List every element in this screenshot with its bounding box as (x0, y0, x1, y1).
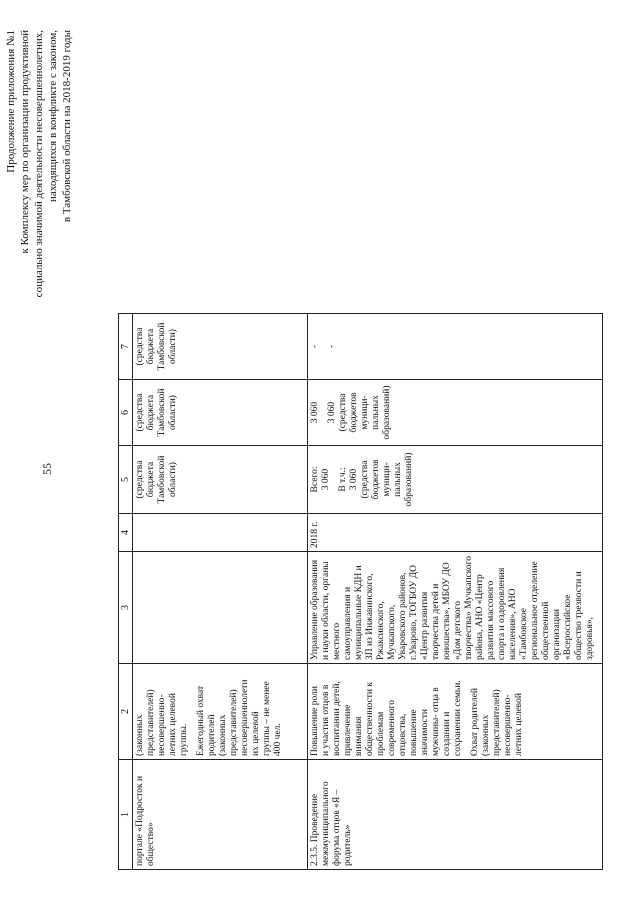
expected-result-cell (133, 664, 308, 760)
deadline-cell (308, 514, 603, 552)
measure-name-cell (308, 760, 603, 870)
funding-total-text: Всего: 3 060 (310, 466, 331, 493)
measure-name-cell (133, 760, 308, 870)
expected-result-cell (308, 664, 603, 760)
header-line-5: в Тамбовской области на 2018-2019 годы (61, 30, 73, 223)
header-line-3: социально значимой деятельности несовершеннолетних, (33, 30, 45, 298)
funding-2019-text: - (310, 344, 320, 349)
column-number-row (119, 314, 133, 870)
appendix-header (4, 30, 74, 500)
funding-2019-cell (133, 314, 308, 380)
funding-2018-cell (308, 380, 603, 446)
column-number: 2 (119, 664, 133, 760)
funding-2019-cell (308, 314, 603, 380)
expected-result-text: (законных представителей) несовершенно- летних целевой группы. (135, 689, 189, 756)
executors-cell (308, 552, 603, 664)
funding-total-text: (средства бюджета Тамбовской области) (135, 455, 178, 504)
funding-total-breakdown: В т.ч.: 3 060 (средства бюджетов муници- пальных образований) (338, 452, 414, 507)
column-number: 7 (119, 314, 133, 380)
header-line-4: находящихся в конфликте с законом, (47, 30, 59, 202)
funding-2018-breakdown: 3 060 (средства бюджетов муници- пальных образований) (327, 385, 392, 440)
measure-name: портале «Подросток и общество» (135, 775, 156, 866)
header-line-2: к Комплексу мер по организации продуктивной (19, 30, 31, 254)
header-line-1: Продолжение приложения №1 (5, 30, 17, 173)
executors-text: Управление образования и науки области, органы местного самоуправления и муниципальные КДН и ЗП из Инжавинского, Ржаксинского, Мучкапского, Уваровского районов, г.Уварово, ТОГБОУ ДО «Центр развития творчества детей и юношества», МБОУ ДО «Дом детского творчества» Мучкапского района, АНО «Центр развития массового спорта и оздоровления населения», АНО «Тамбовское региональное отделение общественной организации «Всероссийское общество трезвости и здоровья», (310, 555, 595, 660)
expected-result-text: Повышение роли и участия отцов в воспитании детей, привлечение внимания общественности к проблемам современного отцовства, повышение значимости мужчины- отца в создании и сохранении семьи. (310, 680, 463, 756)
column-number: 6 (119, 380, 133, 446)
funding-2018-cell (133, 380, 308, 446)
table-row (308, 314, 603, 870)
funding-2018-text: 3 060 (310, 401, 320, 424)
funding-2019-text: (средства бюджета Тамбовской области) (135, 322, 178, 371)
deadline-text: 2018 г. (310, 521, 320, 548)
funding-2019-breakdown: - (327, 344, 337, 349)
table-row (133, 314, 308, 870)
funding-total-cell (308, 446, 603, 514)
expected-result-text: Ежегодный охват родителей (законных представителей) несовершеннолетн их целевой группы – не менее 400 чел. (196, 679, 283, 756)
measure-name: 2.3.5. Проведение межмуниципального форума отцов «Я – родитель» (310, 781, 353, 866)
column-number: 1 (119, 760, 133, 870)
deadline-cell (133, 514, 308, 552)
page-number: 55 (40, 463, 54, 475)
column-number: 3 (119, 552, 133, 664)
funding-2018-text: (средства бюджета Тамбовской области) (135, 388, 178, 437)
expected-result-text: Охват родителей (законных представителей) несовершенно- летних целевой (470, 687, 524, 756)
measures-table (118, 313, 603, 870)
funding-total-cell (133, 446, 308, 514)
executors-cell (133, 552, 308, 664)
column-number: 5 (119, 446, 133, 514)
column-number: 4 (119, 514, 133, 552)
